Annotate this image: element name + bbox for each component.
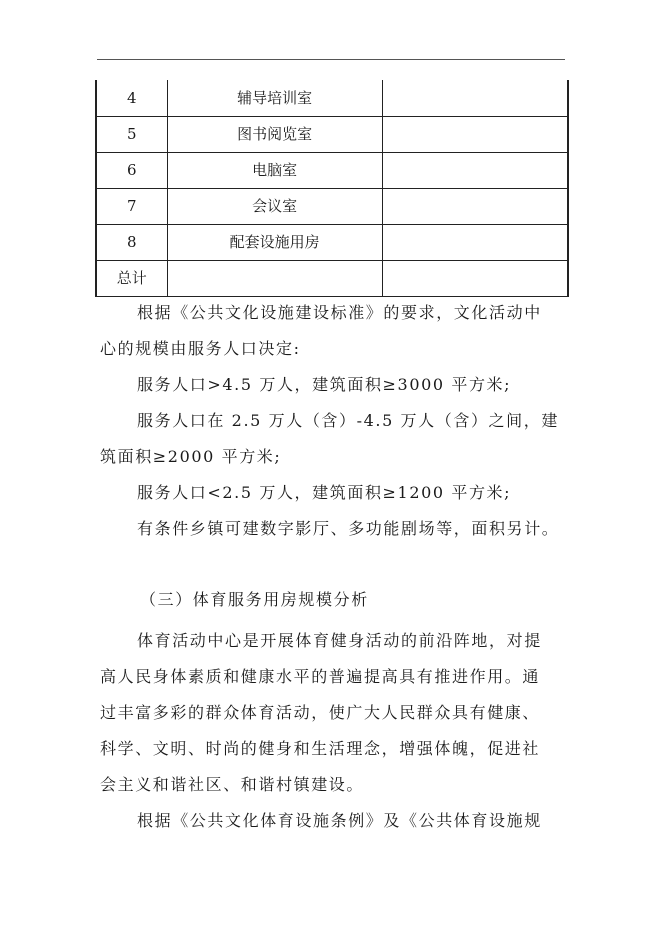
text-line: 根据《公共文化体育设施条例》及《公共体育设施规: [137, 811, 542, 830]
room-name: 图书阅览室: [167, 117, 382, 153]
text-line: 心的规模由服务人口决定:: [100, 339, 301, 358]
room-name: 辅导培训室: [167, 80, 382, 117]
text-line: 服务人口>4.5 万人，建筑面积≥3000 平方米;: [137, 375, 512, 394]
text-line: 会主义和谐社区、和谐村镇建设。: [100, 775, 365, 794]
row-number: 6: [96, 153, 167, 189]
paragraph-block-standards: [100, 295, 560, 547]
row-number: 4: [96, 80, 167, 117]
table-row: [96, 225, 568, 261]
text-line: 有条件乡镇可建数字影厅、多功能剧场等，面积另计。: [137, 519, 560, 538]
row-number: 5: [96, 117, 167, 153]
total-label: 总计: [96, 261, 167, 297]
room-name: 配套设施用房: [167, 225, 382, 261]
text-line: 根据《公共文化设施建设标准》的要求，文化活动中: [137, 303, 542, 322]
total-name: [167, 261, 382, 297]
total-area: [382, 261, 568, 297]
text-line: 科学、文明、时尚的健身和生活理念，增强体魄，促进社: [100, 739, 541, 758]
row-number: 8: [96, 225, 167, 261]
text-line: 服务人口<2.5 万人，建筑面积≥1200 平方米;: [137, 483, 512, 502]
table-total-row: [96, 261, 568, 297]
section-heading: （三）体育服务用房规模分析: [140, 590, 369, 609]
table-row: [96, 80, 568, 117]
room-area: [382, 117, 568, 153]
room-area: [382, 189, 568, 225]
header-rule: [97, 59, 565, 60]
text-line: 筑面积≥2000 平方米;: [100, 447, 282, 466]
table-row: [96, 153, 568, 189]
paragraph-block-sports: [100, 623, 560, 839]
text-line: 高人民身体素质和健康水平的普遍提高具有推进作用。通: [100, 667, 541, 686]
text-line: 过丰富多彩的群众体育活动，使广大人民群众具有健康、: [100, 703, 541, 722]
table-row: [96, 117, 568, 153]
row-number: 7: [96, 189, 167, 225]
room-name: 会议室: [167, 189, 382, 225]
facility-table: [95, 80, 569, 297]
text-line: 服务人口在 2.5 万人（含）-4.5 万人（含）之间，建: [137, 411, 559, 430]
room-area: [382, 80, 568, 117]
room-name: 电脑室: [167, 153, 382, 189]
table-row: [96, 189, 568, 225]
room-area: [382, 225, 568, 261]
room-area: [382, 153, 568, 189]
text-line: 体育活动中心是开展体育健身活动的前沿阵地，对提: [137, 631, 542, 650]
